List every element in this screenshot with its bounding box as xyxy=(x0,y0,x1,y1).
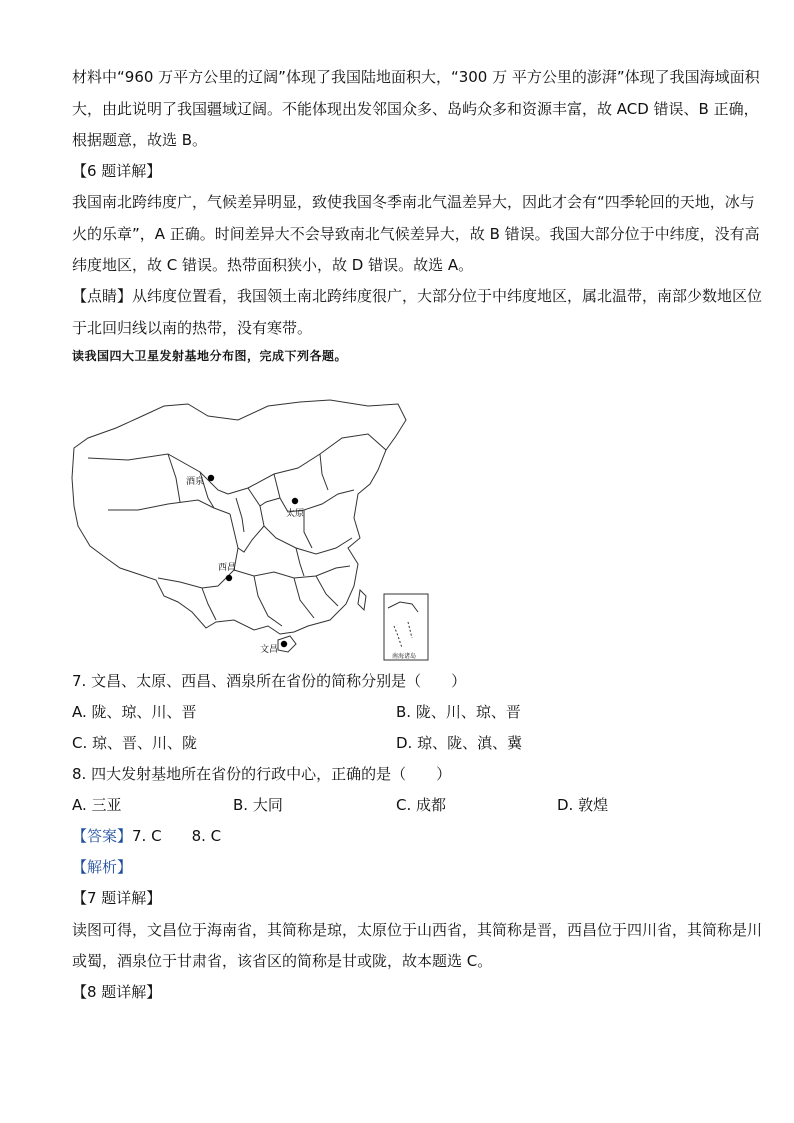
country-outline xyxy=(72,400,406,634)
analysis-tag: 【解析】 xyxy=(72,858,133,876)
label-wenchang: 文昌 xyxy=(260,645,279,655)
paragraph-line: 大，由此说明了我国疆域辽阔。不能体现出发邻国众多、岛屿众多和资源丰富，故 ACD 错误、B 正确， xyxy=(72,100,759,118)
q7-detail-heading: 【7 题详解】 xyxy=(72,889,162,907)
answer-tag: 【答案】 xyxy=(72,827,133,845)
label-jiuquan: 酒泉 xyxy=(186,477,205,487)
label-inset: 南海诸岛 xyxy=(392,653,417,660)
q6-heading: 【6 题详解】 xyxy=(72,162,162,180)
answer-line xyxy=(72,826,221,846)
q8-option-b: B. 大同 xyxy=(233,796,283,814)
label-taiyuan: 太原 xyxy=(286,509,305,519)
dianjing-line: 【点睛】从纬度位置看，我国领土南北跨纬度很广，大部分位于中纬度地区，属北温带，南部少数地区位 xyxy=(72,287,763,305)
q8-stem: 8. 四大发射基地所在省份的行政中心，正确的是（ ） xyxy=(72,765,452,783)
q7-option-d: D. 琼、陇、滇、冀 xyxy=(396,734,523,752)
q8-option-c: C. 成都 xyxy=(396,796,447,814)
paragraph-line: 纬度地区，故 C 错误。热带面积狭小，故 D 错误。故选 A。 xyxy=(72,256,474,274)
q8-detail-heading: 【8 题详解】 xyxy=(72,983,162,1001)
q7-option-a: A. 陇、琼、川、晋 xyxy=(72,703,197,721)
taiwan-island xyxy=(358,590,366,610)
china-map xyxy=(68,398,432,662)
map-caption: 读我国四大卫星发射基地分布图，完成下列各题。 xyxy=(72,349,348,363)
south-china-sea-inset xyxy=(384,594,428,660)
dianjing-line: 于北回归线以南的热带，没有寒带。 xyxy=(72,319,313,337)
paragraph-line: 或蜀，酒泉位于甘肃省，该省区的简称是甘或陇，故本题选 C。 xyxy=(72,952,493,970)
label-xichang: 西昌 xyxy=(218,563,237,573)
paragraph-line: 材料中“960 万平方公里的辽阔”体现了我国陆地面积大，“300 万 平方公里的澎湃”体现了我国海域面积 xyxy=(72,68,760,86)
xichang-marker xyxy=(226,575,232,581)
taiyuan-marker xyxy=(292,498,298,504)
paragraph-line: 根据题意，故选 B。 xyxy=(72,131,208,149)
q8-option-a: A. 三亚 xyxy=(72,796,122,814)
q7-option-c: C. 琼、晋、川、陇 xyxy=(72,734,198,752)
paragraph-line: 火的乐章”，A 正确。时间差异大不会导致南北气候差异大，故 B 错误。我国大部分位于中纬度，没有高 xyxy=(72,225,760,243)
q8-option-d: D. 敦煌 xyxy=(557,796,609,814)
q7-option-b: B. 陇、川、琼、晋 xyxy=(396,703,521,721)
answer-text: 7. C 8. C xyxy=(132,827,222,845)
wenchang-marker xyxy=(281,641,287,647)
q7-stem: 7. 文昌、太原、西昌、酒泉所在省份的简称分别是（ ） xyxy=(72,672,467,690)
paragraph-line: 读图可得，文昌位于海南省，其简称是琼，太原位于山西省，其简称是晋，西昌位于四川省，其简称是川 xyxy=(72,921,763,939)
jiuquan-marker xyxy=(208,475,214,481)
paragraph-line: 我国南北跨纬度广，气候差异明显，致使我国冬季南北气温差异大，因此才会有“四季轮回的天地，冰与 xyxy=(72,193,755,211)
